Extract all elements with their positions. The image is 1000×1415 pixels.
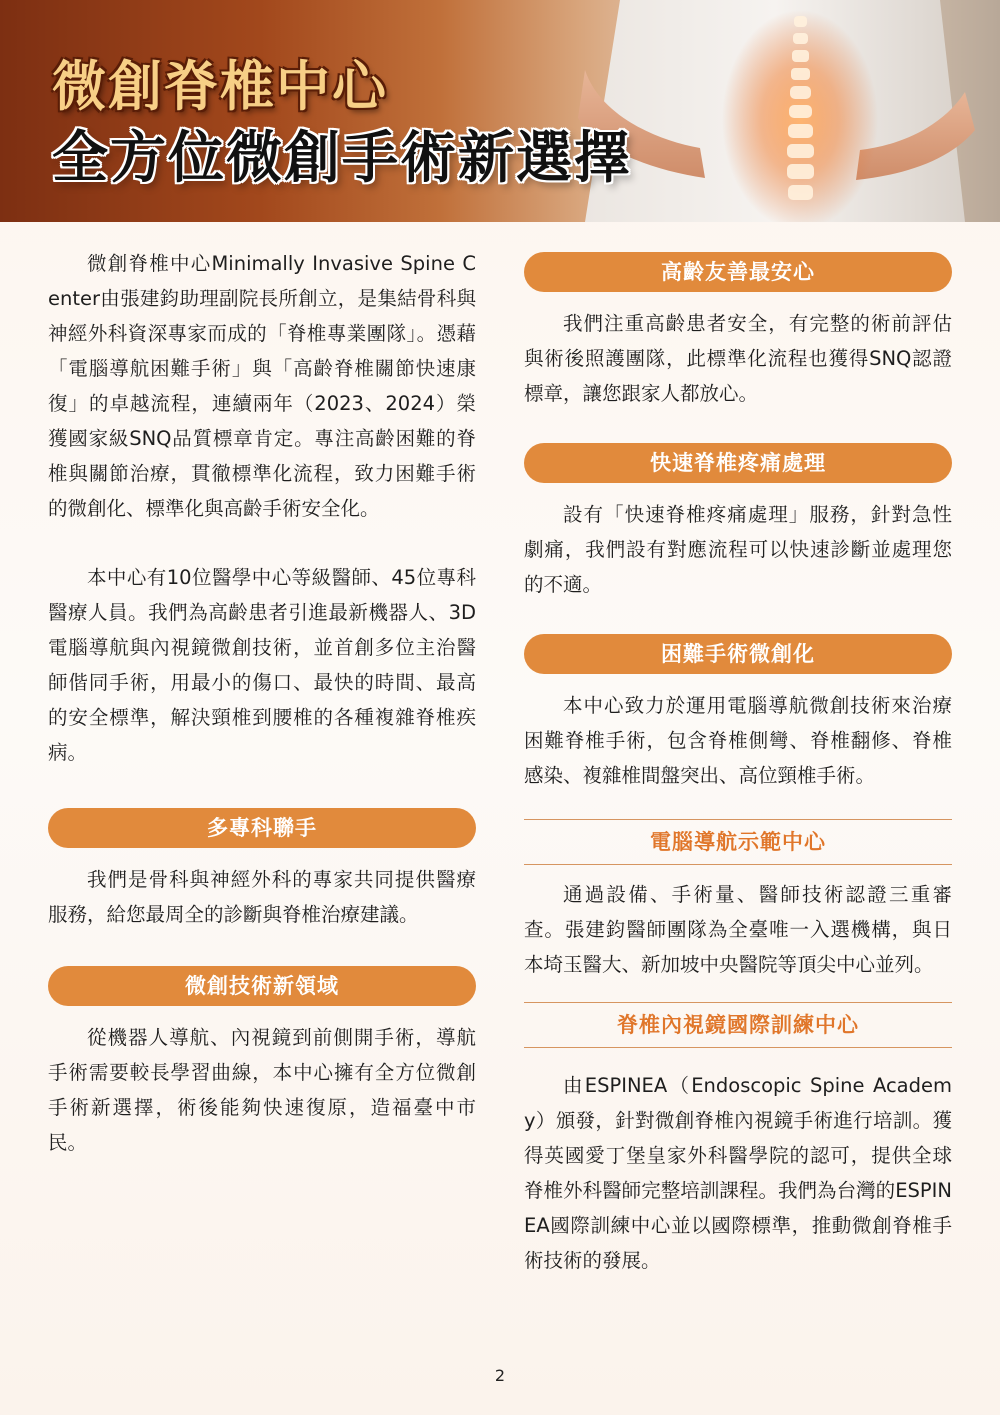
page-number: 2: [494, 1366, 506, 1385]
intro-paragraph: 微創脊椎中心Minimally Invasive Spine Center由張建鈞助理副院長所創立，是集結骨科與神經外科資深專家而成的「脊椎專業團隊」。憑藉「電腦導航困難手術」與「高齡脊椎關節快速康復」的卓越流程，連續兩年（2023、2024）榮獲國家級SNQ品質標章肯定。專注高齡困難的脊椎與關節治療，貫徹標準化流程，致力困難手術的微創化、標準化與高齡手術安全化。: [48, 252, 476, 520]
page-title-line1: 微創脊椎中心: [52, 54, 388, 118]
section-body-endoscopy-training: 由ESPINEA（Endoscopic Spine Academy）頒發，針對微創脊椎內視鏡手術進行培訓。獲得英國愛丁堡皇家外科醫學院的認可，提供全球脊椎外科醫師完整培訓課程。我們為台灣的ESPINEA國際訓練中心並以國際標準，推動微創脊椎手術技術的發展。: [524, 1074, 952, 1272]
section-body-senior-friendly: 我們注重高齡患者安全，有完整的術前評估與術後照護團隊，此標準化流程也獲得SNQ認證標章，讓您跟家人都放心。: [524, 312, 952, 405]
page-title-line2: 全方位微創手術新選擇: [52, 125, 632, 191]
right-column: [524, 252, 952, 1278]
section-heading-navigation-center: 電腦導航示範中心: [524, 819, 952, 865]
section-heading-endoscopy-training: 脊椎內視鏡國際訓練中心: [524, 1002, 952, 1048]
section-body-multidisciplinary: 我們是骨科與神經外科的專家共同提供醫療服務，給您最周全的診斷與脊椎治療建議。: [48, 868, 476, 926]
section-body-difficult-surgery: 本中心致力於運用電腦導航微創技術來治療困難脊椎手術，包含脊椎側彎、脊椎翻修、脊椎感染、複雜椎間盤突出、高位頸椎手術。: [524, 694, 952, 787]
section-body-navigation-center: 通過設備、手術量、醫師技術認證三重審查。張建鈞醫師團隊為全臺唯一入選機構，與日本埼玉醫大、新加坡中央醫院等頂尖中心並列。: [524, 883, 952, 976]
section-body-minimally-invasive: 從機器人導航、內視鏡到前側開手術，導航手術需要較長學習曲線，本中心擁有全方位微創手術新選擇，術後能夠快速復原，造福臺中市民。: [48, 1026, 476, 1154]
section-heading-minimally-invasive: 微創技術新領域: [48, 966, 476, 1006]
section-body-rapid-pain: 設有「快速脊椎疼痛處理」服務，針對急性劇痛，我們設有對應流程可以快速診斷並處理您的不適。: [524, 503, 952, 596]
header-banner: [0, 0, 1000, 222]
left-column: [48, 246, 476, 1160]
section-heading-difficult-surgery: 困難手術微創化: [524, 634, 952, 674]
section-heading-multidisciplinary: 多專科聯手: [48, 808, 476, 848]
section-heading-rapid-pain: 快速脊椎疼痛處理: [524, 443, 952, 483]
section-heading-senior-friendly: 高齡友善最安心: [524, 252, 952, 292]
staff-paragraph: 本中心有10位醫學中心等級醫師、45位專科醫療人員。我們為高齡患者引進最新機器人、3D電腦導航與內視鏡微創技術，並首創多位主治醫師偕同手術，用最小的傷口、最快的時間、最高的安全標準，解決頸椎到腰椎的各種複雜脊椎疾病。: [48, 566, 476, 764]
